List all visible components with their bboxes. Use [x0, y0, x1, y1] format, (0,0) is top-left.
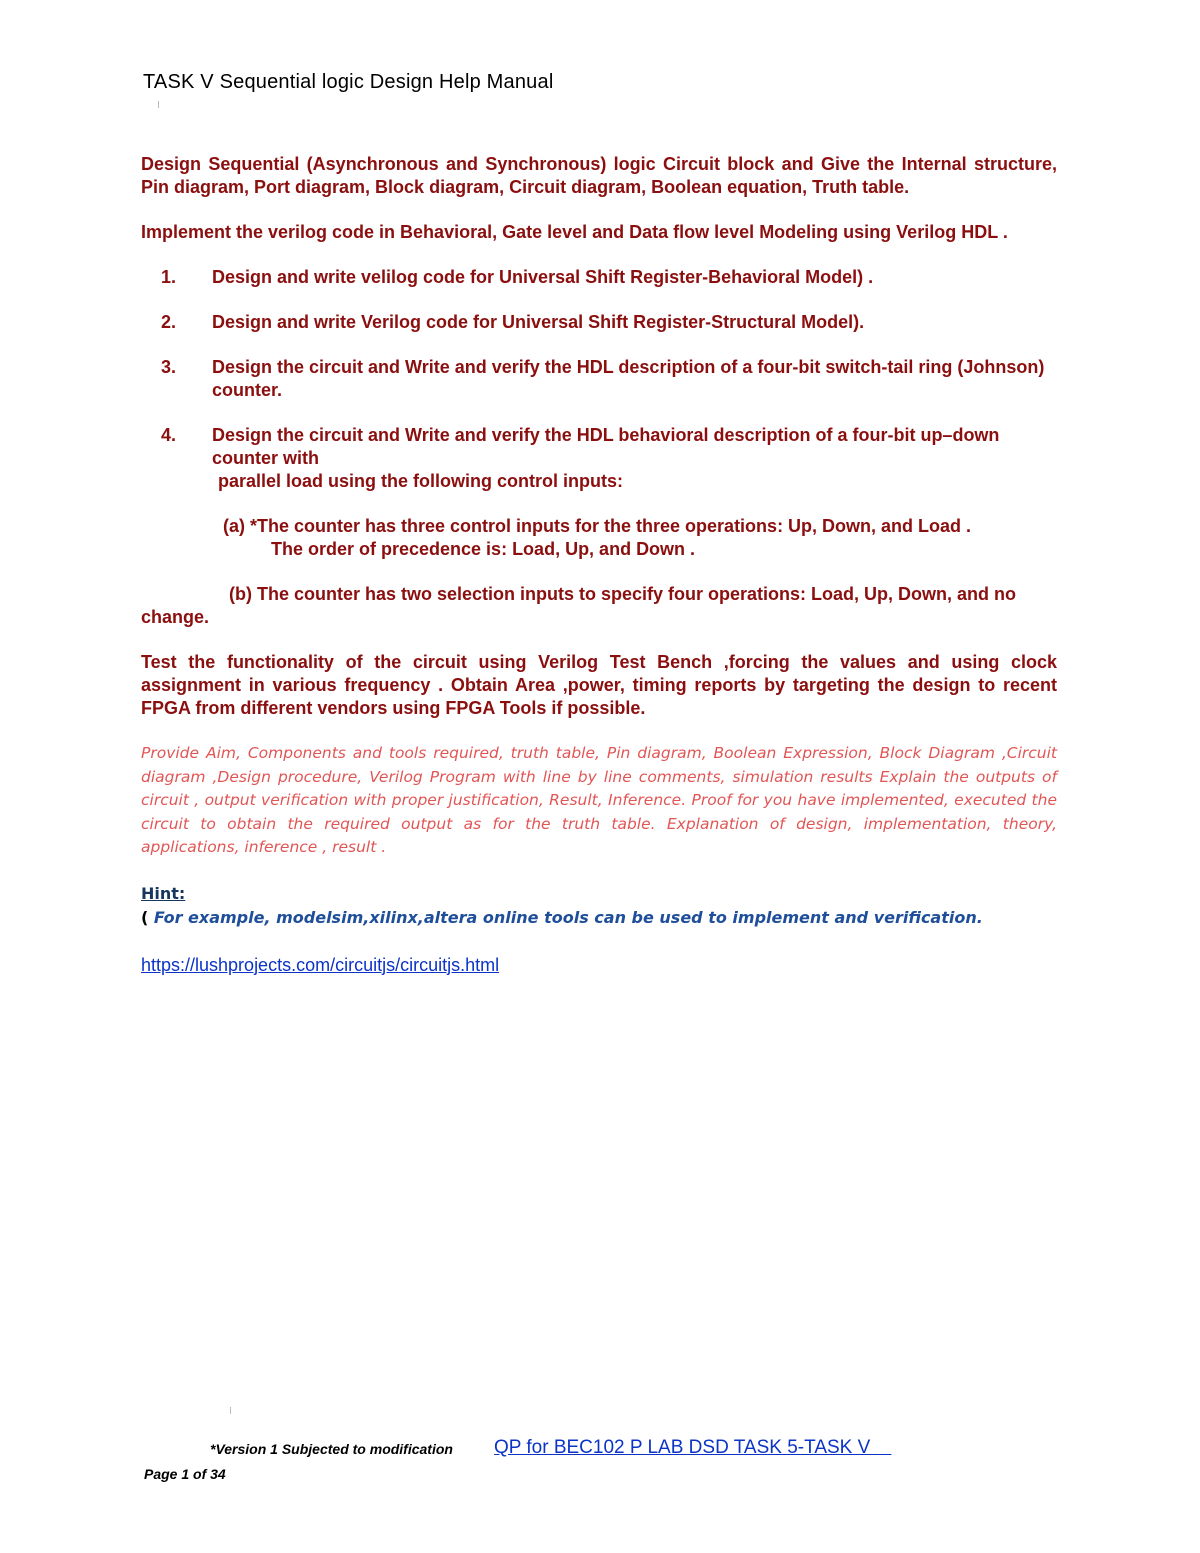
task-text: Design the circuit and Write and verify the HDL behavioral description of a four-bit up–down counter with [212, 425, 1000, 468]
margin-mark [158, 101, 159, 108]
task-number: 2. [161, 312, 177, 332]
hint-paren: ( [141, 907, 149, 927]
task-text: Design the circuit and Write and verify the HDL description of a four-bit switch-tail ring (Johnson) counter. [212, 357, 1045, 400]
footer-page-number: Page 1 of 34 [144, 1466, 226, 1482]
task-text: Design and write Verilog code for Universal Shift Register-Structural Model). [212, 312, 865, 332]
option-a-continued: The order of precedence is: Load, Up, and Down . [271, 539, 696, 559]
option-a-text: (a) *The counter has three control inputs for the three operations: Up, Down, and Load . [223, 516, 972, 536]
circuitjs-link[interactable]: https://lushprojects.com/circuitjs/circuitjs.html [141, 954, 500, 975]
task-text-continued: parallel load using the following control inputs: [218, 471, 623, 491]
hint-text [141, 906, 1057, 930]
document-title: TASK V Sequential logic Design Help Manual [143, 71, 554, 93]
task-number: 3. [161, 357, 177, 377]
task-number: 4. [161, 425, 177, 445]
task-item [141, 424, 1057, 493]
option-a [141, 515, 1057, 561]
footer-version-note: *Version 1 Subjected to modification [210, 1441, 453, 1457]
task-list [141, 266, 1057, 493]
design-paragraph: Design Sequential (Asynchronous and Synchronous) logic Circuit block and Give the Internal structure, Pin diagram, Port diagram, Block diagram, Circuit diagram, Boolean equation, Truth table. [141, 154, 1057, 197]
task-item [141, 356, 1057, 402]
task-item [141, 266, 1057, 289]
main-content [141, 153, 1057, 977]
footer-document-link[interactable]: QP for BEC102 P LAB DSD TASK 5-TASK V [494, 1437, 892, 1458]
hint-label: Hint: [141, 883, 186, 903]
implement-paragraph: Implement the verilog code in Behavioral, Gate level and Data flow level Modeling using Verilog HDL . [141, 222, 1008, 242]
task-text: Design and write velilog code for Universal Shift Register-Behavioral Model) . [212, 267, 874, 287]
instructions-paragraph: Provide Aim, Components and tools required, truth table, Pin diagram, Boolean Expression, Block Diagram ,Circuit diagram ,Design procedure, Verilog Program with line by line comments, simulation results Explain the outputs of circuit , output verification with proper justification, Result, Inference. Proof for you have implemented, executed the circuit to obtain the required output as for the truth table. Explanation of design, implementation, theory, applications, inference , result . [141, 744, 1057, 856]
test-paragraph: Test the functionality of the circuit using Verilog Test Bench ,forcing the values and using clock assignment in various frequency . Obtain Area ,power, timing reports by targeting the design to recent FPGA from different vendors using FPGA Tools if possible. [141, 652, 1057, 718]
task-number: 1. [161, 267, 177, 287]
margin-mark [230, 1407, 231, 1414]
option-b: (b) The counter has two selection inputs to specify four operations: Load, Up, Down, and no change. [141, 584, 1017, 627]
task-item [141, 311, 1057, 334]
hint-body: For example, modelsim,xilinx,altera online tools can be used to implement and verification. [148, 907, 983, 927]
